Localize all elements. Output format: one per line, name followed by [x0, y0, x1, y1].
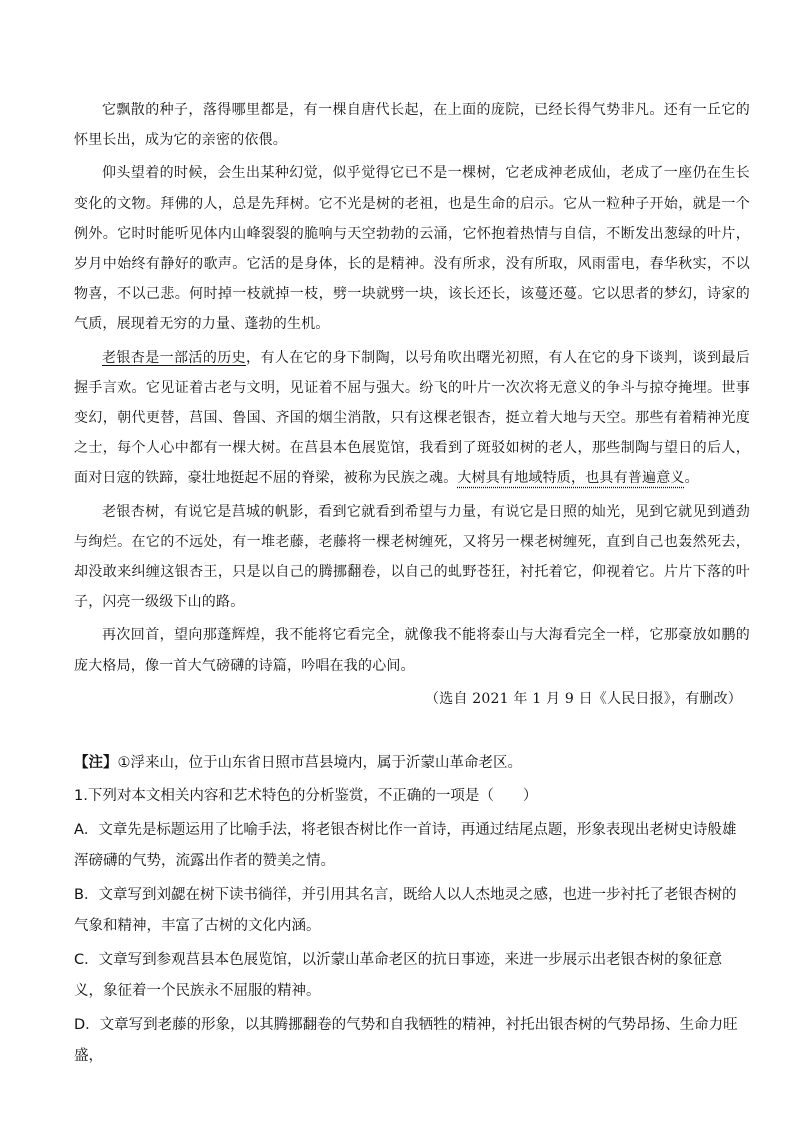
note-text: ①浮来山，位于山东省日照市莒县境内，属于沂蒙山革命老区。	[117, 755, 522, 771]
option-d[interactable]: D．文章写到老藤的形象，以其腾挪翻卷的气势和自我牺牲的精神，衬托出银杏树的气势昂扬、生命力旺盛，	[74, 1017, 738, 1064]
note-tag: 【注】	[74, 755, 118, 771]
question-stem: 1.下列对本文相关内容和艺术特色的分析鉴赏，不正确的一项是（ ）	[74, 787, 538, 804]
paragraph-3-text: ，有人在它的身下制陶，以号角吹出曙光初照，有人在它的身下谈判，谈到最后握手言欢。它见证着古老与文明，见证着不屈与强大。纷飞的叶片一次次将无意义的争斗与掠夺掩埋。世事变幻，朝代更替，莒国、鲁国、齐国的烟尘消散，只有这棵老银杏，挺立着大地与天空。那些有着精神光度之士，每个人心中都有一棵大树。在莒县本色展览馆，我看到了斑驳如树的老人，那些制陶与望日的后人，面对日寇的铁蹄，豪壮地挺起不屈的脊梁，被称为民族之魂。	[74, 349, 750, 487]
notes-and-questions	[74, 748, 750, 1071]
option-b[interactable]: B．文章写到刘勰在树下读书徜徉，并引用其名言，既给人以人杰地灵之感，也进一步衬托了老银杏树的气象和精神，丰富了古树的文化内涵。	[74, 887, 737, 934]
paragraph-3-end: 。	[684, 470, 699, 487]
dotted-phrase: 大树具有地域特质，也具有普遍意义	[457, 470, 685, 487]
footnote	[74, 748, 750, 779]
essay-paragraph-3	[74, 343, 750, 494]
option-a[interactable]: A．文章先是标题运用了比喻手法，将老银杏树比作一首诗，再通过结尾点题，形象表现出老树史诗般雄浑磅礴的气势，流露出作者的赞美之情。	[74, 822, 737, 869]
essay-paragraph-2: 仰头望着的时候，会生出某种幻觉，似乎觉得它已不是一棵树，它老成神老成仙，老成了一座仍在生长变化的文物。拜佛的人，总是先拜树。它不光是树的老祖，也是生命的启示。它从一粒种子开始，就是一个例外。它时时能听见体内山峰裂裂的脆响与天空勃勃的云涌，它怀抱着热情与自信，不断发出葱绿的叶片，岁月中始终有静好的歌声。它活的是身体，长的是精神。没有所求，没有所取，风雨雷电，春华秋实，不以物喜，不以己悲。何时掉一枝就掉一枝，劈一块就劈一块，该长还长，该蔓还蔓。它以思者的梦幻，诗家的气质，展现着无穷的力量、蓬勃的生机。	[74, 165, 750, 333]
essay-paragraph-5: 再次回首，望向那蓬辉煌，我不能将它看完全，就像我不能将泰山与大海看完全一样，它那豪放如鹏的庞大格局，像一首大气磅礴的诗篇，吟唱在我的心间。	[74, 627, 750, 674]
source-citation: （选自 2021 年 1 月 9 日《人民日报》，有删改）	[425, 690, 742, 707]
option-c[interactable]: C．文章写到参观莒县本色展览馆，以沂蒙山革命老区的抗日事迹，来进一步展示出老银杏树的象征意义，象征着一个民族永不屈服的精神。	[74, 952, 723, 999]
essay-paragraph-4: 老银杏树，有说它是莒城的帆影，看到它就看到希望与力量，有说它是日照的灿光，见到它就见到遒劲与绚烂。在它的不远处，有一堆老藤，老藤将一棵老树缠死，又将另一棵老树缠死，直到自己也轰然死去，却没敢来纠缠这银杏王，只是以自己的腾挪翻卷，以自己的虬野苍狂，衬托着它，仰视着它。片片下落的叶子，闪亮一级级下山的路。	[74, 503, 750, 611]
essay-body	[74, 95, 750, 714]
underlined-phrase: 老银杏是一部活的历史	[102, 349, 247, 366]
essay-paragraph-1: 它飘散的种子，落得哪里都是，有一棵自唐代长起，在上面的庞院，已经长得气势非凡。还有一丘它的怀里长出，成为它的亲密的依偎。	[74, 102, 750, 149]
